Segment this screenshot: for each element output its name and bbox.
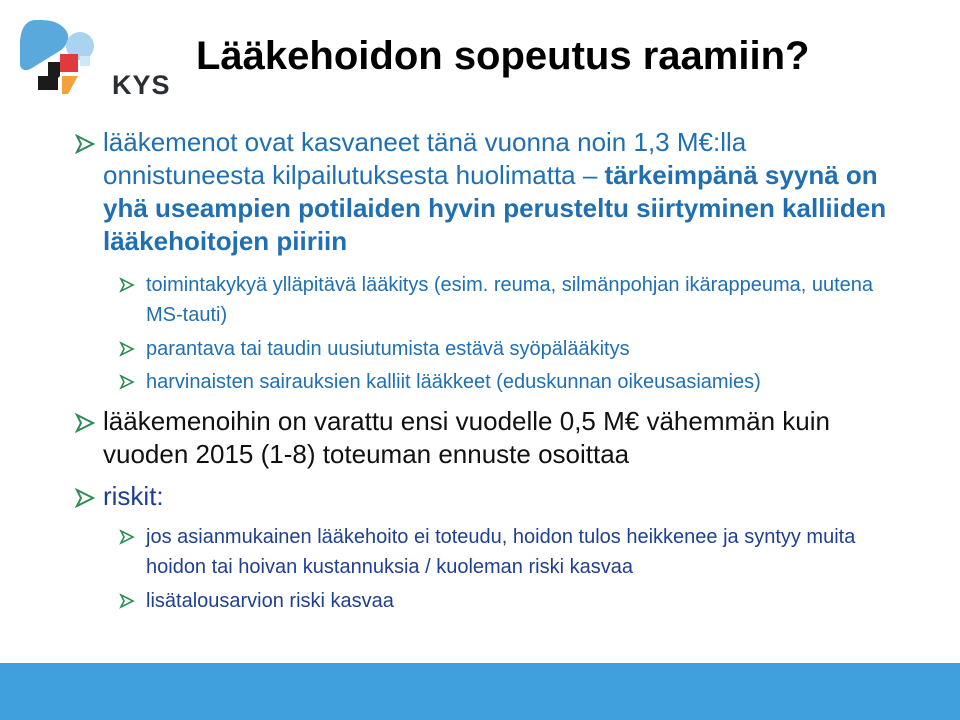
arrow-bullet-icon (75, 134, 95, 154)
arrow-bullet-icon (119, 529, 135, 545)
bullet-text-emphasis: tärkeimpänä syynä on yhä useampien potilaiden hyvin perusteltu siirtyminen kalliiden lääkehoitojen piiriin (103, 160, 887, 256)
sub-bullet-text: toimintakykyä ylläpitävä lääkitys (esim. reuma, silmänpohjan ikärappeuma, uutena MS-tauti) (146, 274, 874, 326)
bullet-text (103, 126, 895, 258)
arrow-bullet-icon (75, 413, 95, 433)
bullet-text: lääkemenoihin on varattu ensi vuodelle 0,5 M€ vähemmän kuin vuoden 2015 (1-8) toteuman ennuste osoittaa (103, 406, 830, 469)
arrow-bullet-icon (119, 593, 135, 609)
sub-bullet-item (119, 522, 909, 582)
sub-bullet-text: parantava tai taudin uusiutumista estävä syöpälääkitys (146, 338, 630, 360)
sub-bullet-text: jos asianmukainen lääkehoito ei toteudu, hoidon tulos heikkenee ja syntyy muita hoidon tai hoivan kustannuksia / kuoleman riski kasvaa (146, 526, 856, 578)
arrow-bullet-icon (119, 374, 135, 390)
bullet-item (75, 480, 895, 513)
slide-title: Lääkehoidon sopeutus raamiin? (196, 34, 810, 78)
sub-bullet-item (119, 270, 909, 330)
bullet-text-part: lääkemenot ovat kasvaneet tänä vuonna noin 1,3 M€:lla onnistuneesta kilpailutuksesta huolimatta – (103, 127, 747, 190)
bullet-text: riskit: (103, 481, 164, 511)
sub-bullet-text: lisätalousarvion riski kasvaa (146, 590, 394, 612)
bullet-item (75, 405, 895, 471)
kys-logo (18, 14, 171, 114)
bullet-item (75, 126, 895, 258)
arrow-bullet-icon (75, 488, 95, 508)
logo-text: KYS (112, 70, 171, 100)
sub-bullet-item (119, 334, 909, 364)
arrow-bullet-icon (119, 277, 135, 293)
footer-band (0, 663, 960, 720)
arrow-bullet-icon (119, 341, 135, 357)
sub-bullet-text: harvinaisten sairauksien kalliit lääkkeet (eduskunnan oikeusasiamies) (146, 371, 761, 393)
sub-bullet-item (119, 586, 909, 616)
sub-bullet-item (119, 367, 909, 397)
